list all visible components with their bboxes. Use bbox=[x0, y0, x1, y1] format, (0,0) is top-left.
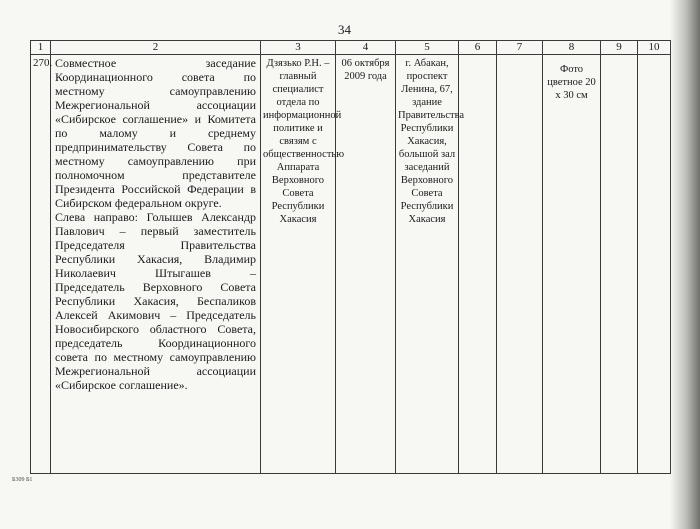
register-table bbox=[30, 40, 671, 474]
column-number: 10 bbox=[638, 41, 671, 55]
column-number: 9 bbox=[601, 41, 638, 55]
entry-photo-format: Фото цветное 20 х 30 см bbox=[543, 55, 601, 474]
column-number: 1 bbox=[31, 41, 51, 55]
table-row bbox=[31, 55, 671, 474]
entry-place: г. Абакан, проспект Ленина, 67, здание Правительства Республики Хакасия, большой зал заседаний Верховного Совета Республики Хакасия bbox=[396, 55, 459, 474]
entry-number: 270. bbox=[31, 55, 51, 474]
column-number: 3 bbox=[261, 41, 336, 55]
column-number: 7 bbox=[497, 41, 543, 55]
entry-description bbox=[51, 55, 261, 474]
column-number: 2 bbox=[51, 41, 261, 55]
column-number: 5 bbox=[396, 41, 459, 55]
page-number: 34 bbox=[338, 22, 351, 37]
entry-col10 bbox=[638, 55, 671, 474]
column-number-row bbox=[31, 41, 671, 55]
entry-col9 bbox=[601, 55, 638, 474]
entry-author: Дзязько Р.Н. – главный специалист отдела по информационной политике и связям с общественностью Аппарата Верховного Совета Республики Хакасия bbox=[261, 55, 336, 474]
footer-note: Б309 Б1 bbox=[12, 477, 33, 483]
scan-edge-shadow bbox=[670, 0, 700, 529]
description-paragraph: Слева направо: Голышев Александр Павлович – первый заместитель Председателя Правительства Республики Хакасия, Владимир Николаевич Штыгашев – Председатель Верховного Совета Республики Хакасия, Беспаликов Алексей Акимович – Председатель Новосибирского областного Совета, председатель Координационного совета по местному самоуправлению Межрегиональной ассоциации «Сибирское соглашение». bbox=[55, 210, 259, 392]
entry-col7 bbox=[497, 55, 543, 474]
column-number: 4 bbox=[336, 41, 396, 55]
column-number: 6 bbox=[459, 41, 497, 55]
entry-date: 06 октября 2009 года bbox=[336, 55, 396, 474]
entry-col6 bbox=[459, 55, 497, 474]
description-paragraph: Совместное заседание Координационного совета по местному самоуправлению Межрегиональной ассоциации «Сибирское соглашение» и Комитета по малому и среднему предпринимательству Совета по местному самоуправлению при полномочном представителе Президента Российской Федерации в Сибирском федеральном округе. bbox=[55, 56, 259, 210]
column-number: 8 bbox=[543, 41, 601, 55]
